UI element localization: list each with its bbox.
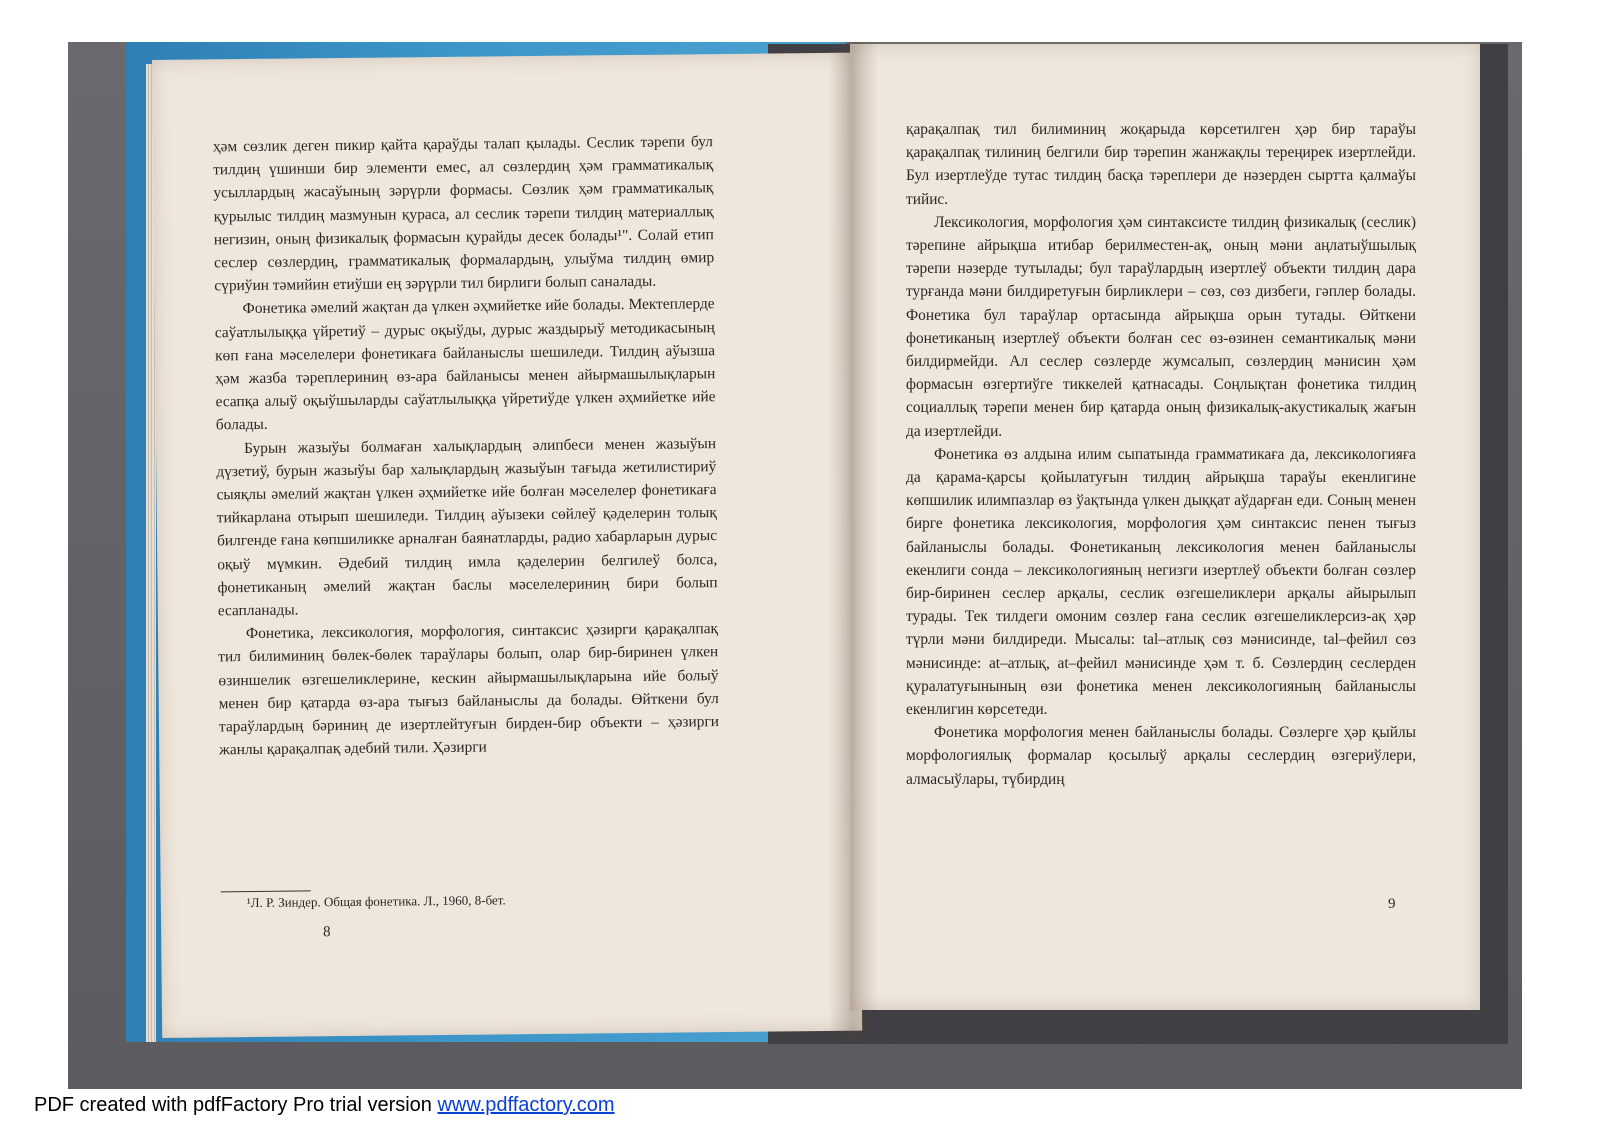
right-paragraph-2: Лексикология, морфология ҳәм синтаксисте тилдиң физикалық (сеслик) тәрепине айрықша итибар берилместен-ақ, оның мәни аңлатыўшылық тәрепи нәзерде тутылады; бул тараўлардың изертлеў объекти тилдиң дара турғанда мәни билдиретуғын бирликлери – сөз, сөз дизбеги, гәплер болады. Фонетика бул тараўлар ортасында айрықша орын тутады. Өйткени фонетиканың изертлеў объекти болған сес өз-өзинен семантикалық мәни билдирмейди. Ал сеслер сөзлерде жумсалып, сөзлердиң мәнисин ҳәм формасын өзгертиўге тиккелей қатнасады. Соңлықтан фонетика тилдиң социаллық тәрепи менен бир қатарда оның физикалық-акустикалық жағын да изертлейди. [906, 213, 1416, 440]
footnote: ¹Л. Р. Зиндер. Общая фонетика. Л., 1960, 8-бет. [246, 892, 506, 911]
left-paragraph-3: Бурын жазыўы болмаған халықлардың әлипбеси менен жазыўын дүзетиў, бурын жазыўы бар халықлардың жазыўын тағыда жетилистириў сыяқлы әмелий жақтан үлкен әҳмийетке ийе болған мәселелер фонетикаға тийкарлана отырып шешиледи. Тилдиң аўызеки сөйлеў қәделерин толық билгенде ғана көпшиликке арналған баянатларды, радио хабарларын дурыс оқыў мүмкин. Әдебий тилдиң имла қәделерин белгилеў болса, фонетиканың әмелий жақтан баслы мәселелериниң бири болып есапланады. [216, 434, 718, 620]
page-number-right: 9 [1388, 896, 1396, 912]
pdf-trial-footer [34, 1094, 615, 1117]
left-page-text [213, 130, 720, 762]
page-number-left: 8 [323, 924, 331, 941]
left-paragraph-4: Фонетика, лексикология, морфология, синтаксис ҳәзирги қарақалпақ тил билиминиң бөлек-бөлек тараўлары болып, олар бир-биринен үлкен өзиншелик өзгешеликлерине, кескин айырмашылықларына ийе болыў менен бир қатарда өз-ара тығыз байланыслы да болады. Өйткени бул тараўлардың бәриниң де изертлейтуғын бирден-бир объекти – ҳәзирги жанлы қарақалпақ әдебий тили. Ҳәзирги [218, 620, 720, 759]
scanned-book-spread [68, 42, 1522, 1089]
footnote-divider [221, 890, 311, 892]
right-paragraph-1: қарақалпақ тил билиминиң жоқарыда көрсетилген ҳәр бир тараўы қарақалпақ тилиниң белгили бир тәрепин жанжақлы тереңирек изертлейди. Бул изертлеўде тутас тилдиң басқа тәреплери де нәзерден сыртта қалмаўы тийис. [906, 121, 1416, 208]
right-paragraph-4: Фонетика морфология менен байланыслы болады. Сөзлерге ҳәр қыйлы морфологиялық формалар қосылыў арқалы сеслердиң өзгериўлери, алмасыўлары, түбирдиң [906, 724, 1416, 788]
right-page [850, 44, 1480, 1010]
book-gutter [828, 42, 878, 1042]
pdffactory-link[interactable]: www.pdffactory.com [437, 1094, 615, 1116]
left-paragraph-1: ҳәм сөзлик деген пикир қайта қараўды талап қылады. Сеслик тәрепи бул тилдиң үшинши бир элементи емес, ал сөзлердиң ҳәм грамматикалық усыллардың жасаўының зәрүрли формасы. Сөзлик ҳәм грамматикалық қурылыс тилдиң мазмунын қураса, ал сеслик тәрепи тилдиң материаллық негизин, оның физикалық формасын қурайды десек болады¹". Солай етип сеслер сөзлердиң, грамматикалық формалардың, улыўма тилдиң өмир сүриўин тәмийин етиўши ең зәрүрли тил бирлиги болып саналады. [212, 133, 715, 295]
left-paragraph-2: Фонетика әмелий жақтан да үлкен әҳмийетке ийе болады. Мектеплерде саўатлылыққа үйретиў – дурыс оқыўды, дурыс жаздырыў методикасының көп ғана мәселелери фонетикаға байланыслы шешиледи. Тилдиң аўызша ҳәм жазба тәреплериниң өз-ара байланысы менен айырмашылықларын есапқа алыў оқыўшыларды саўатлылыққа үйретиўде үлкен әҳмийетке ийе болады. [214, 295, 716, 434]
footer-text: PDF created with pdfFactory Pro trial version [34, 1094, 438, 1116]
left-page [152, 53, 862, 1038]
right-paragraph-3: Фонетика өз алдына илим сыпатында грамматикаға да, лексикологияға да қарама-қарсы қойылатуғын тилдиң айрықша тараўы екенлигине көпшилик илимпазлар өз ўақтында үлкен дыққат аўдарған еди. Соның менен бирге фонетика лексикология, морфология ҳәм синтаксис пенен тығыз байланыслы болады. Фонетиканың лексикология менен байланыслы екенлиги сонда – лексикологияның негизги изертлеў объекти болған сөзлер бир-биринен сеслер арқалы, сеслик өзгешеликлери арқалы айырылып турады. Тек тилдеги омоним сөзлер ғана сеслик өзгешеликлерсиз-ақ ҳәр түрли мәни билдиреди. Мысалы: tal–атлық сөз мәнисинде, tal–фейил сөз мәнисинде: at–атлық, at–фейил мәнисинде ҳәм т. б. Сөзлердиң сеслерден қуралатуғынының өзи фонетика менен лексикологияның байланыслы екенлигин көрсетеди. [906, 445, 1416, 719]
right-page-text [906, 118, 1416, 791]
